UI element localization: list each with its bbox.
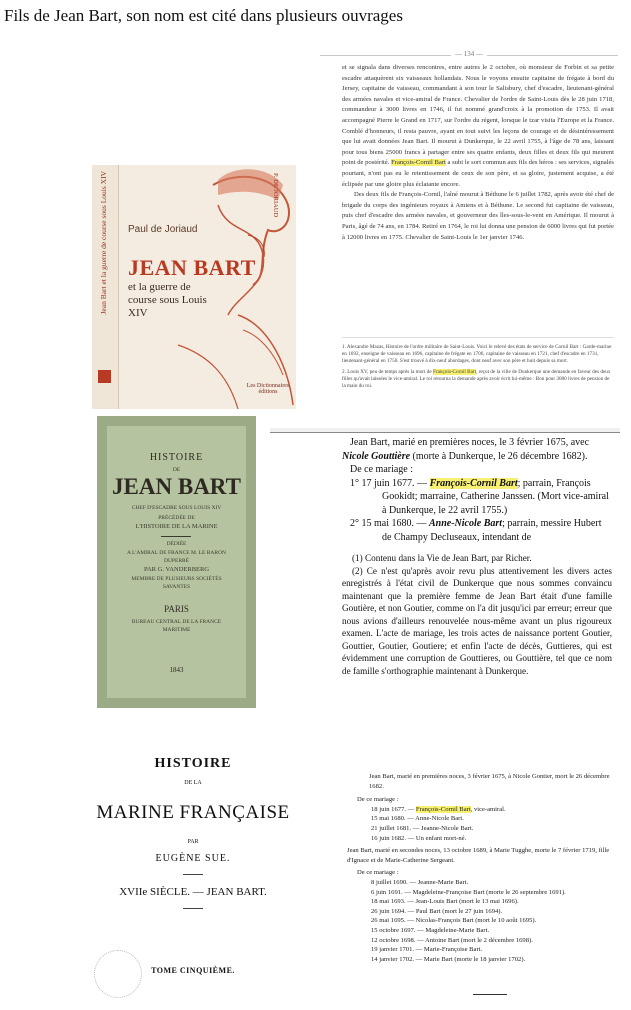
cover-place: PARIS xyxy=(164,604,189,614)
tp-rule-1 xyxy=(183,874,203,875)
paragraph-1: et se signala dans diverses rencontres, entre autres le 2 octobre, où monsieur de Forbin et sa petite escadre attaquèrent six vaisseaux hollandais. Nous le voyons ensuite capitaine de frégate à bord du Jersey, capitaine de vaisseau, commandant à son tour le Salisbury, chef d'escadre, lieutenant-général des armées navales et vice-amiral de France. Chevalier de l'ordre de Saint-Louis dès le 28 juin 1718, commandeur à 3000 livres en 1746, il fut nommé grand'croix à la promotion de 1753. Il avait accompagné Pierre le Grand en 1717, sur l'ordre du régent, lorsque le tzar visita l'Europe et la France. Comblé d'honneurs, il resta pauvre, ayant en tout suivi les leçons de courage et de désintéressement que lui avait données Jean Bart. Il mourut à Dunkerque, le 22 avril 1755, à l'âge de 78 ans, laissant pour tous biens 25000 francs à partager entre ses quatre enfants, deux filles et deux fils qui meurent point de postérité. xyxy=(342,64,614,167)
cover-line-5: A L'AMIRAL DE FRANCE M. LE BARON DUPERRÉ xyxy=(126,550,227,564)
book-title: JEAN BART xyxy=(128,255,256,280)
list-bottom-rule xyxy=(473,994,507,995)
list-dcm: De ce mariage : xyxy=(357,796,399,804)
book-publisher: Les Dictionnaires éditions xyxy=(246,383,290,395)
list-s8: 19 janvier 1701. — Marie-Françoise Bart. xyxy=(371,946,483,954)
list-s1: 8 juillet 1690. — Jeanne-Marie Bart. xyxy=(371,878,469,886)
book-page-134 xyxy=(320,47,618,412)
cover-line-2: PRÉCÉDÉE DE xyxy=(158,515,195,521)
book-spine xyxy=(92,165,119,409)
cover-title-histoire: HISTOIRE xyxy=(149,452,204,463)
list-s7: 12 octobre 1698. — Antoine Bart (mort le 2 décembre 1698). xyxy=(371,936,533,944)
footnote-2: 2. Louis XV, peu de temps après la mort de François-Cornil Bart, reçut de la ville de Dunkerque une demande en faveur des deux filles qu'avait laissées le vice-amiral. Le roi retourna la demande après avoir écrit lui-même : Bon pour 3000 livres de pension de la main du roi. xyxy=(342,368,611,390)
list-r4: 16 juin 1682. — Un enfant mort-né. xyxy=(371,834,467,842)
list-dcm2: De ce mariage : xyxy=(357,869,399,877)
tp-de-la: DE LA xyxy=(184,780,202,786)
cover-year: 1843 xyxy=(169,666,184,674)
cover-line-1: CHEF D'ESCADRE SOUS LOUIS XIV xyxy=(131,505,222,511)
de-ce-mariage: De ce mariage : xyxy=(350,464,414,475)
spine-text: Jean Bart et la guerre de course sous Louis XIV xyxy=(99,171,108,315)
tp-tome: TOME CINQUIÈME. xyxy=(151,966,235,975)
genealogy-list-text xyxy=(345,772,625,964)
paragraph-1b: a subi le sort commun aux fils des héros : ses services, signalés pourtant, n'ont pas eu le retentissement de ceux de son père, et sa gloire, justement acquise, a été éclipsée par une gloire plus éclatante encore. xyxy=(342,159,614,188)
list-s4: 26 juin 1694. — Paul Bart (mort le 27 juin 1694). xyxy=(371,907,503,915)
author-vertical: P. DE JORIAUD xyxy=(272,173,279,218)
cover-inner-panel xyxy=(107,426,246,698)
tp-marine-francaise: MARINE FRANÇAISE xyxy=(96,802,290,823)
footnote-1: 1. Alexandre Mazas, Histoire de l'ordre militaire de Saint-Louis. Voici le relevé des états de service de Cornil Bart : Garde-marine en 1692, enseigne de vaisseau en 1696, capitaine de frégate en 1706, capitaine de vaisseau en 1721, chef d'escadre en 1731, lieutenant-général en 1750. S'est trouvé à dix-neuf abordages, dont neuf avec son père et huit depuis sa mort. xyxy=(342,344,612,365)
cover-publisher: BUREAU CENTRAL DE LA FRANCE MARITIME xyxy=(131,619,222,633)
cover-line-4: DÉDIÉE xyxy=(166,541,187,547)
marriage-line: Jean Bart, marié en premières noces, le 3 février 1675, avec Nicole Gouttière (morte à Dunkerque, le 26 décembre 1682). xyxy=(342,437,590,462)
paragraph-2: Des deux fils de François-Cornil, l'aîné mourut à Béthune le 6 juillet 1782, après avoir été chef de brigade du corps des ingénieurs royaux à Amiens et à Béthune. Le second fut capitaine de vaisseau, puis chef d'escadre des armées navales, et gouverneur des îles-sous-le-vent en Amérique. Il mourut à Paris, âgé de 74 ans, en 1784. Retiré en 1764, le roi lui donna une pension de 6000 livres qui fut portée à 12000 livres en 1775. Chevalier de Saint-Louis le 1er janvier 1746. xyxy=(342,191,614,241)
list-s9: 14 janvier 1702. — Marie Bart (morte le 18 janvier 1702). xyxy=(371,955,526,963)
publisher-logo-icon xyxy=(98,370,111,383)
tp-histoire: HISTOIRE xyxy=(154,756,232,771)
list-s2: 6 juin 1691. — Magdeleine-Françoise Bart (morte le 26 septembre 1691). xyxy=(371,888,566,896)
child-2: 2° 15 mai 1680. — Anne-Nicole Bart; parrain, messire Hubert de Champy Decluseaux, intendant de xyxy=(350,518,602,543)
list-r2: 15 mai 1680. — Anne-Nicole Bart. xyxy=(371,815,464,823)
child-1: 1° 17 juin 1677. — François-Cornil Bart; parrain, François Gookidt; marraine, Catherine Janssen. (Mort vice-amiral à Dunkerque, le 22 avril 1755.) xyxy=(350,477,609,516)
title-page-marine xyxy=(88,750,298,990)
tp-siecle: XVIIe SIÈCLE. — JEAN BART. xyxy=(119,886,267,898)
list-s6: 15 octobre 1697. — Magdeleine-Marie Bart. xyxy=(371,926,490,934)
cover-title-de: DE xyxy=(172,467,181,473)
excerpt-top-cut xyxy=(270,428,620,433)
tp-par: PAR xyxy=(187,839,199,845)
cover-divider xyxy=(161,536,191,537)
page-footnotes xyxy=(342,337,614,390)
list-s3: 18 mai 1693. — Jean-Louis Bart (mort le 13 mai 1696). xyxy=(371,898,519,906)
page-number: — 134 — xyxy=(320,50,618,58)
list-second: Jean Bart, marié en secondes noces, 13 octobre 1689, à Marie Tugghe, morte le 7 février 1719, fille d'Ignace et de Marie-Catherine Sergeant. xyxy=(347,847,610,864)
list-r3: 21 juillet 1681. — Jeanne-Nicole Bart. xyxy=(371,824,474,832)
cover-title-jean-bart: JEAN BART xyxy=(112,474,241,499)
list-intro: Jean Bart, marié en premières noces, 3 février 1675, à Nicole Gontier, mort le 26 décembre 1682. xyxy=(369,773,610,790)
genealogy-list xyxy=(345,772,625,1002)
highlight-name: François-Cornil Bart xyxy=(391,159,446,167)
list-r1: 18 juin 1677. — François-Cornil Bart, vice-amiral. xyxy=(371,805,506,813)
genealogy-body xyxy=(342,436,612,677)
book-cover-joriaud xyxy=(92,165,296,409)
cover-line-7: MEMBRE DE PLUSIEURS SOCIÉTÉS SAVANTES xyxy=(131,576,222,590)
list-s5: 26 mai 1695. — Nicolas-François Bart (mort le 10 août 1695). xyxy=(371,917,537,925)
note-2: (2) Ce n'est qu'après avoir revu plus attentivement les divers actes enregistrés à l'état civil de Dunkerque que nous sommes convaincu maintenant que la première femme de Jean Bart était d'une famille Goutière, et non Goutier, comme on l'a dit jusqu'ici par erreur; erreur que nous avions d'ailleurs renouvelée nous-même avant un plus rigoureux examen. L'acte de mariage, les trois actes de naissance portent Goutier, Gouttier, Goutier, Goutiere; et enfin l'acte de décès, Guttieres, qui est évidemment une corruption de Gouttieres, ou Gouttière, tel que ce nom de famille s'orthographie maintenant à Dunkerque. xyxy=(342,565,612,676)
tp-rule-2 xyxy=(183,908,203,909)
cover-line-3: L'HISTOIRE DE LA MARINE xyxy=(135,523,218,530)
page-heading: Fils de Jean Bart, son nom est cité dans plusieurs ouvrages xyxy=(4,6,403,25)
book-author: Paul de Joriaud xyxy=(128,224,198,235)
library-stamp-icon xyxy=(94,950,142,998)
page-body xyxy=(342,63,614,243)
genealogy-excerpt xyxy=(270,428,620,716)
book-subtitle: et la guerre de course sous Louis XIV xyxy=(128,281,207,319)
cover-line-6: PAR G. VANDERBERG xyxy=(143,566,210,573)
book-cover-vanderberg xyxy=(97,416,256,708)
tp-author: EUGÈNE SUE. xyxy=(155,853,231,864)
note-1: (1) Contenu dans la Vie de Jean Bart, par Richer. xyxy=(352,553,532,563)
